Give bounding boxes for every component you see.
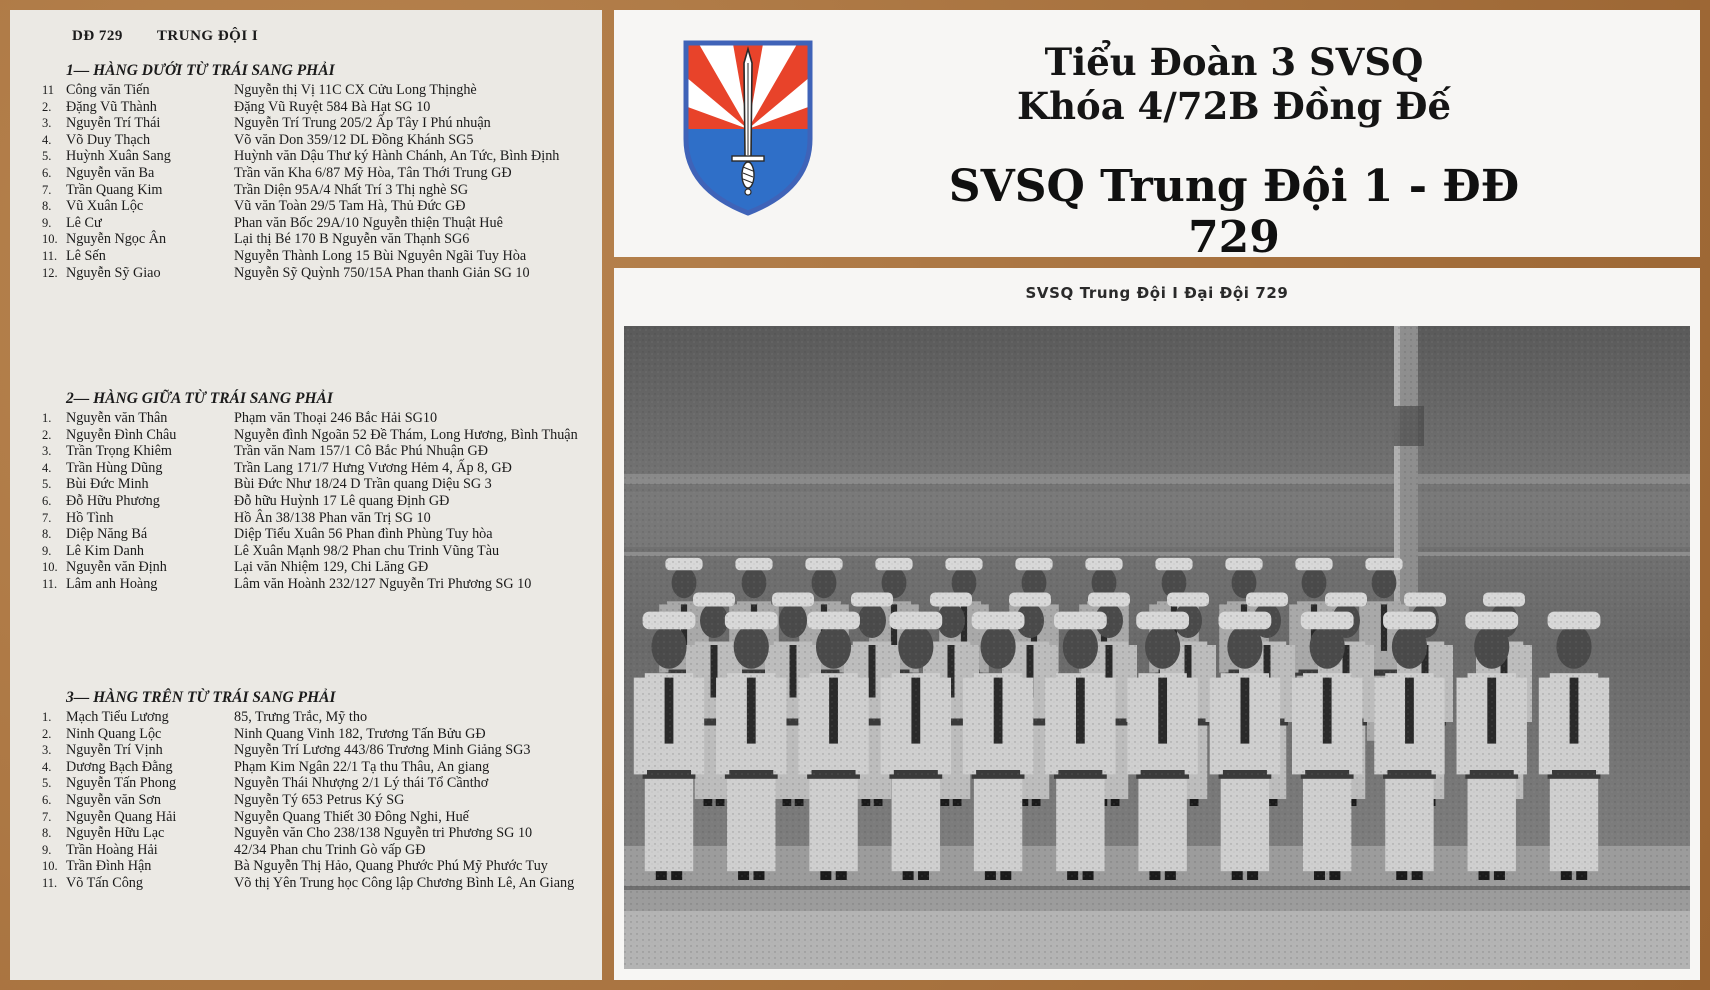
cadet-name: Nguyễn văn Thân	[66, 410, 168, 426]
roster-entry	[34, 476, 594, 493]
platoon-title: SVSQ Trung Đội 1 - ĐĐ 729	[948, 161, 1520, 263]
entry-number: 4.	[42, 460, 52, 475]
title-panel	[614, 10, 1700, 263]
cadet-name: Nguyễn Tấn Phong	[66, 775, 177, 792]
section-title: 2— HÀNG GIỮA TỪ TRÁI SANG PHẢI	[66, 390, 333, 407]
entry-number: 8.	[42, 826, 52, 841]
cadet-name: Nguyễn văn Ba	[66, 164, 155, 181]
family-address: Nguyễn Trí Lương 443/86 Trương Minh Giảng SG3	[234, 742, 531, 759]
entry-number: 11.	[42, 248, 58, 263]
entry-number: 7.	[42, 510, 52, 525]
roster-entry	[34, 543, 594, 560]
family-address: Đỗ hữu Huỳnh 17 Lê quang Định GĐ	[234, 492, 450, 509]
roster-header	[72, 28, 288, 45]
family-address: Lâm văn Hoành 232/127 Nguyễn Tri Phương SG 10	[234, 575, 532, 592]
family-address: Nguyễn Tý 653 Petrus Ký SG	[234, 791, 405, 808]
roster-entry	[34, 759, 594, 776]
roster-entry	[34, 858, 594, 875]
family-address: Nguyễn văn Cho 238/138 Nguyễn tri Phương SG 10	[234, 825, 533, 842]
cadet-name: Đặng Vũ Thành	[66, 98, 157, 115]
cadet-name: Nguyễn Sỹ Giao	[66, 264, 161, 281]
family-address: Nguyễn Quang Thiết 30 Đông Nghi, Huế	[234, 808, 469, 825]
roster-entry	[34, 115, 594, 132]
entry-number: 6.	[42, 165, 52, 180]
family-address: Đặng Vũ Ruyệt 584 Bà Hạt SG 10	[234, 98, 431, 115]
cadet-name: Mạch Tiểu Lương	[66, 709, 169, 725]
cadet-name: Lê Cư	[66, 214, 102, 231]
family-address: Võ thị Yên Trung học Công lập Chương Bình Lê, An Giang	[234, 874, 575, 891]
section-title: 1— HÀNG DƯỚI TỪ TRÁI SANG PHẢI	[66, 62, 335, 79]
family-address: Lại văn Nhiệm 129, Chi Lăng GĐ	[234, 559, 429, 576]
roster-entry	[34, 427, 594, 444]
roster-entry	[34, 576, 594, 593]
roster-entry	[34, 842, 594, 859]
entry-number: 1.	[42, 710, 52, 724]
cadet-name: Đỗ Hữu Phương	[66, 492, 160, 509]
entry-number: 2.	[42, 99, 52, 114]
cadet-name: Hồ Tình	[66, 509, 114, 526]
section-title: 3— HÀNG TRÊN TỪ TRÁI SANG PHẢI	[66, 689, 336, 706]
family-address: Võ văn Don 359/12 DL Đồng Khánh SG5	[234, 131, 474, 148]
entry-number: 8.	[42, 527, 52, 542]
family-address: 42/34 Phan chu Trinh Gò vấp GĐ	[234, 841, 426, 858]
entry-number: 12.	[42, 265, 58, 280]
family-address: Bùi Đức Như 18/24 D Trần quang Diệu SG 3	[234, 476, 492, 493]
course-title: Khóa 4/72B Đồng Đế	[1016, 84, 1452, 128]
roster-entry	[34, 182, 594, 199]
family-address: Nguyễn Trí Trung 205/2 Ấp Tây I Phú nhuận	[234, 115, 491, 132]
roster-entry	[34, 82, 594, 99]
cadet-name: Lê Sến	[66, 247, 106, 264]
roster-entry	[34, 726, 594, 743]
entry-number: 10.	[42, 232, 58, 247]
roster-entry	[34, 265, 594, 282]
roster-entry	[34, 709, 594, 726]
family-address: Nguyễn Sỹ Quỳnh 750/15A Phan thanh Giản SG 10	[234, 264, 530, 281]
entry-number: 4.	[42, 759, 52, 774]
roster-entry	[34, 742, 594, 759]
cadet-name: Nguyễn Quang Hải	[66, 808, 177, 825]
entry-number: 9.	[42, 842, 52, 857]
photo-panel	[614, 268, 1700, 980]
roster-entry	[34, 493, 594, 510]
cadet-name: Võ Duy Thạch	[66, 131, 151, 148]
roster-entry	[34, 248, 594, 265]
roster-entry	[34, 231, 594, 248]
roster-entry	[34, 460, 594, 477]
cadet-name: Vũ Xuân Lộc	[66, 198, 144, 215]
entry-number: 10.	[42, 560, 58, 575]
entry-number: 4.	[42, 132, 52, 147]
family-address: Nguyễn Thành Long 15 Bùi Nguyên Ngãi Tuy Hòa	[234, 247, 527, 264]
cadet-name: Trần Hùng Dũng	[66, 459, 163, 476]
roster-entry	[34, 132, 594, 149]
roster-entry	[34, 559, 594, 576]
cadet-name: Ninh Quang Lộc	[66, 725, 162, 742]
entry-number: 2.	[42, 427, 52, 442]
roster-entry	[34, 410, 594, 427]
entry-number: 5.	[42, 477, 52, 492]
entry-number: 11.	[42, 875, 58, 890]
roster-entry	[34, 792, 594, 809]
family-address: Diệp Tiểu Xuân 56 Phan đình Phùng Tuy hòa	[234, 526, 493, 543]
entry-number: 7.	[42, 182, 52, 197]
cadet-name: Lê Kim Danh	[66, 542, 145, 559]
roster-entry	[34, 809, 594, 826]
entry-number: 6.	[42, 792, 52, 807]
section-bottom-row	[34, 60, 594, 281]
family-address: Bà Nguyễn Thị Hảo, Quang Phước Phú Mỹ Phước Tuy	[234, 858, 548, 875]
entry-number: 2.	[42, 726, 52, 741]
cadet-name: Công văn Tiến	[66, 82, 150, 98]
section-top-row	[34, 687, 594, 892]
family-address: Trần Diện 95A/4 Nhất Trí 3 Thị nghè SG	[234, 181, 469, 198]
family-address: Nguyễn Thái Nhượng 2/1 Lý thái Tổ Cầnthơ	[234, 775, 489, 792]
roster-entry	[34, 825, 594, 842]
cadet-name: Nguyễn Trí Thái	[66, 115, 161, 132]
roster-entry	[34, 510, 594, 527]
entry-number: 3.	[42, 743, 52, 758]
cadet-name: Diệp Năng Bá	[66, 526, 148, 543]
family-address: Nguyễn đình Ngoãn 52 Đề Thám, Long Hương, Bình Thuận	[234, 426, 578, 443]
entry-number: 9.	[42, 215, 52, 230]
roster-entry	[34, 148, 594, 165]
cadet-name: Trần Quang Kim	[66, 181, 163, 198]
entry-number: 9.	[42, 543, 52, 558]
cadet-name: Nguyễn Ngọc Ân	[66, 231, 167, 248]
roster-entry	[34, 165, 594, 182]
family-address: Trần văn Nam 157/1 Cô Bắc Phú Nhuận GĐ	[234, 443, 489, 460]
cadet-name: Võ Tấn Công	[66, 874, 143, 891]
entry-number: 5.	[42, 149, 52, 164]
entry-number: 6.	[42, 493, 52, 508]
family-address: Phạm văn Thoại 246 Bắc Hải SG10	[234, 410, 438, 426]
cadet-name: Nguyễn Trí Vịnh	[66, 742, 163, 759]
cadet-name: Nguyễn văn Định	[66, 559, 167, 576]
entry-number: 10.	[42, 859, 58, 874]
entry-number: 7.	[42, 809, 52, 824]
cadet-name: Nguyễn Đình Châu	[66, 426, 177, 443]
family-address: Trần Lang 171/7 Hưng Vương Hẻm 4, Ấp 8, GĐ	[234, 459, 512, 476]
cadet-name: Nguyễn văn Sơn	[66, 791, 161, 808]
cadet-name: Trần Trọng Khiêm	[66, 443, 172, 460]
entry-number: 8.	[42, 199, 52, 214]
roster-unit: DĐ 729	[72, 28, 123, 44]
roster-entry	[34, 198, 594, 215]
cadet-name: Dương Bạch Đằng	[66, 758, 173, 775]
roster-entry	[34, 99, 594, 116]
family-address: Lại thị Bé 170 B Nguyễn văn Thạnh SG6	[234, 231, 470, 248]
family-address: Nguyễn thị Vị 11C CX Cửu Long Thịnghè	[234, 82, 477, 98]
entry-number: 11	[42, 83, 55, 97]
roster-platoon: TRUNG ĐỘI I	[156, 28, 259, 44]
cadet-name: Trần Hoàng Hải	[66, 841, 158, 858]
family-address: Trần văn Kha 6/87 Mỹ Hòa, Tân Thới Trung GĐ	[234, 164, 512, 181]
cadet-name: Huỳnh Xuân Sang	[66, 148, 171, 165]
roster-entry	[34, 526, 594, 543]
family-address: Vũ văn Toàn 29/5 Tam Hà, Thủ Đức GĐ	[234, 198, 466, 215]
family-address: 85, Trưng Trắc, Mỹ tho	[234, 709, 368, 725]
entry-number: 1.	[42, 411, 52, 425]
family-address: Huỳnh văn Dậu Thư ký Hành Chánh, An Tức, Bình Định	[234, 148, 560, 165]
cadet-name: Lâm anh Hoàng	[66, 575, 158, 592]
section-middle-row	[34, 388, 594, 593]
battalion-title: Tiểu Đoàn 3 SVSQ	[1044, 40, 1424, 84]
entry-number: 5.	[42, 776, 52, 791]
cadet-name: Trần Đình Hận	[66, 858, 152, 875]
cadet-name: Nguyễn Hữu Lạc	[66, 825, 165, 842]
family-address: Hồ Ân 38/138 Phan văn Trị SG 10	[234, 509, 431, 526]
shield-emblem-icon	[678, 29, 818, 217]
family-address: Phan văn Bốc 29A/10 Nguyễn thiện Thuật Huê	[234, 214, 503, 231]
photo-caption: SVSQ Trung Đội I Đại Đội 729	[1025, 284, 1289, 302]
entry-number: 11.	[42, 576, 58, 591]
roster-entry	[34, 775, 594, 792]
roster-entry	[34, 215, 594, 232]
group-photo	[624, 326, 1690, 969]
cadet-name: Bùi Đức Minh	[66, 476, 149, 493]
entry-number: 3.	[42, 444, 52, 459]
roster-entry	[34, 443, 594, 460]
roster-entry	[34, 875, 594, 892]
family-address: Phạm Kim Ngân 22/1 Tạ thu Thâu, An giang	[234, 758, 490, 775]
roster-panel	[10, 10, 602, 980]
family-address: Ninh Quang Vinh 182, Trương Tấn Bửu GĐ	[234, 725, 486, 742]
family-address: Lê Xuân Mạnh 98/2 Phan chu Trinh Vũng Tàu	[234, 542, 500, 559]
entry-number: 3.	[42, 116, 52, 131]
